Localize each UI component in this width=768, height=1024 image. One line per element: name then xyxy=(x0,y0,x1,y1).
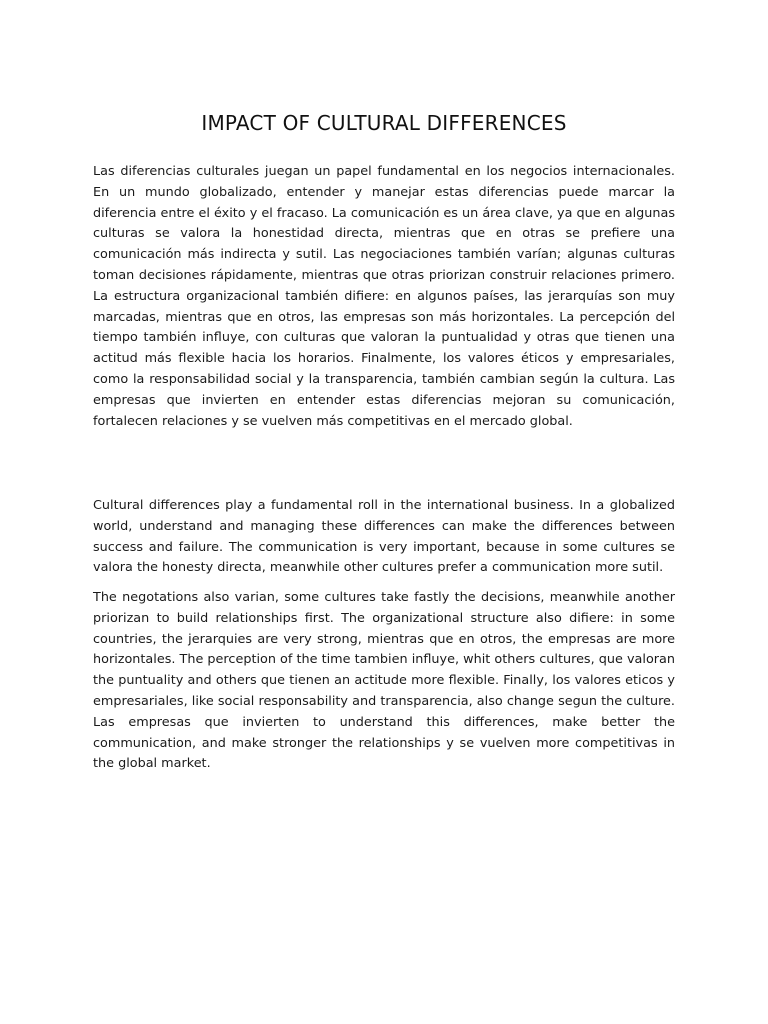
document-title: IMPACT OF CULTURAL DIFFERENCES xyxy=(201,111,567,135)
paragraph-english-1: Cultural differences play a fundamental roll in the international business. In a globalized world, understand and managing these differences can make the differences between success and failure. The communication is very important, because in some cultures se valora the honesty directa, meanwhile other cultures prefer a communication more sutil. xyxy=(93,498,675,576)
paragraph-spanish: Las diferencias culturales juegan un papel fundamental en los negocios internacionales. En un mundo globalizado, entender y manejar estas diferencias puede marcar la diferencia entre el éxito y el fracaso. La comunicación es un área clave, ya que en algunas culturas se valora la honestidad directa, mientras que en otras se prefiere una comunicación más indirecta y sutil. Las negociaciones también varían; algunas culturas toman decisiones rápidamente, mientras que otras priorizan construir relaciones primero. La estructura organizacional también difiere: en algunos países, las jerarquías son muy marcadas, mientras que en otros, las empresas son más horizontales. La percepción del tiempo también influye, con culturas que valoran la puntualidad y otras que tienen una actitud más flexible hacia los horarios. Finalmente, los valores éticos y empresariales, como la responsabilidad social y la transparencia, también cambian según la cultura. Las empresas que invierten en entender estas diferencias mejoran su comunicación, fortalecen relaciones y se vuelven más competitivas en el mercado global. xyxy=(93,164,675,429)
paragraph-english-2: The negotations also varian, some cultures take fastly the decisions, meanwhile another priorizan to build relationships first. The organizational structure also difiere: in some countries, the jerarquies are very strong, mientras que en otros, the empresas are more horizontales. The perception of the time tambien influye, whit others cultures, que valoran the puntuality and others que tienen an actitude more flexible. Finally, los valores eticos y empresariales, like social responsability and transparencia, also change segun the culture. Las empresas que invierten to understand this differences, make better the communication, and make stronger the relationships y se vuelven more competitivas in the global market. xyxy=(93,590,675,772)
